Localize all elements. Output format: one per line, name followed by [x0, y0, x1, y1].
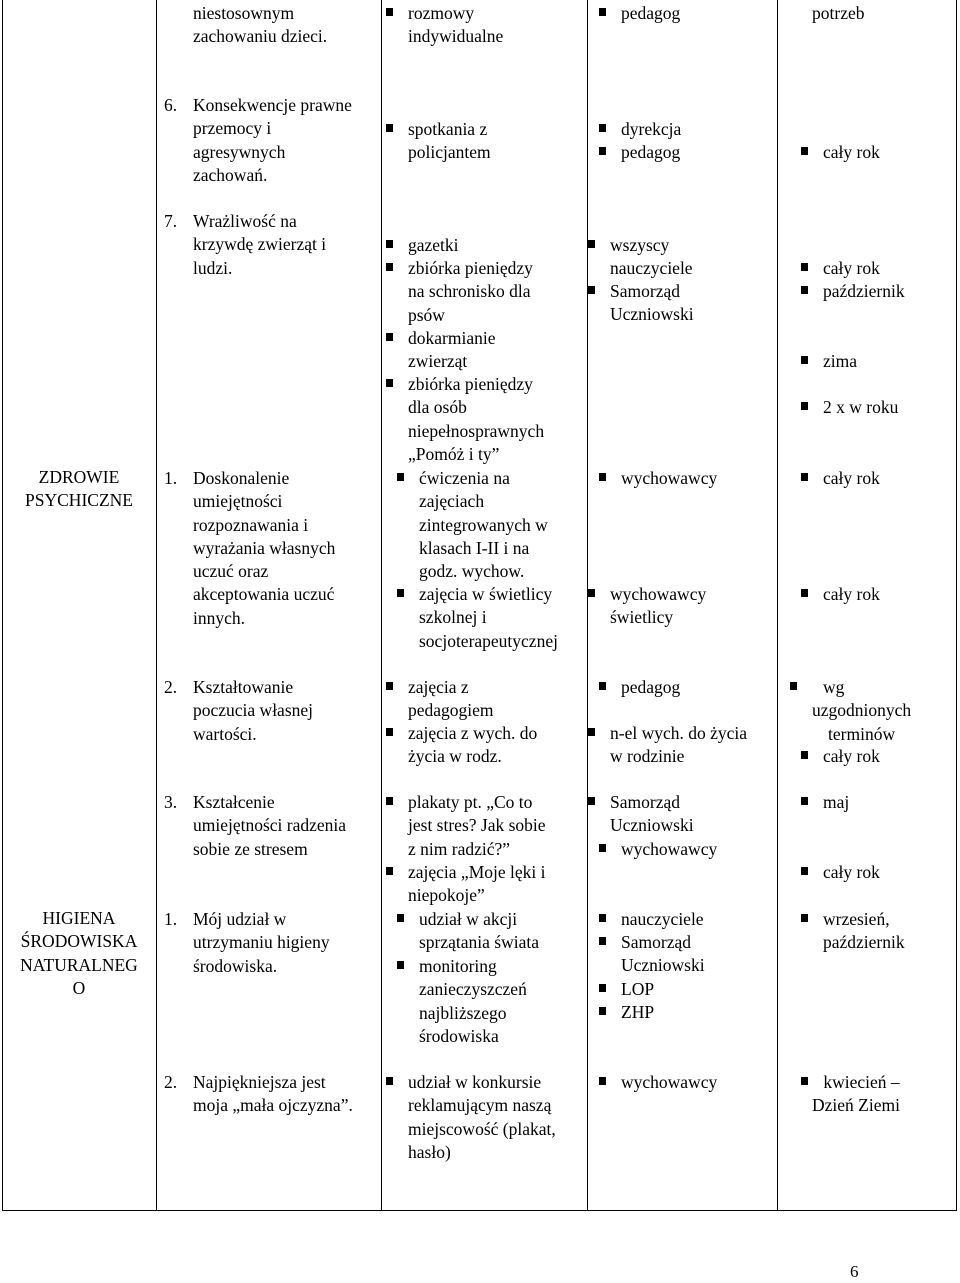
responsible-item: wychowawcy [621, 467, 717, 490]
task-number: 6. [164, 95, 178, 115]
form-item: plakaty pt. „Co to jest stres? Jak sobie z nim radzić?” [408, 791, 546, 861]
area-label-environment-hygiene: HIGIENA ŚRODOWISKA NATURALNEG O [20, 908, 138, 998]
responsible-item: pedagog [621, 676, 680, 699]
deadline-item: cały rok [823, 861, 880, 884]
task-cell: niestosownym zachowaniu dzieci. [193, 3, 328, 47]
column-divider [156, 0, 157, 1211]
form-item: spotkania z policjantem [408, 118, 491, 165]
form-item: rozmowy indywidualne [408, 2, 503, 49]
task-number: 7. [164, 211, 178, 231]
deadline-item: cały rok [823, 257, 880, 280]
responsible-item: pedagog [621, 2, 680, 25]
column-divider [587, 0, 588, 1211]
task-cell: Kształcenie umiejętności radzenia sobie ze stresem [193, 792, 347, 859]
form-item: zbiórka pieniędzy dla osób niepełnosprawnych „Pomóż i ty” [408, 373, 544, 466]
responsible-item: Samorząd Uczniowski [610, 280, 694, 327]
responsible-item: Samorząd Uczniowski [621, 931, 705, 978]
task-cell: Wrażliwość na krzywdę zwierząt i ludzi. [193, 211, 327, 278]
form-item: dokarmianie zwierząt [408, 327, 495, 374]
column-divider [381, 0, 382, 1211]
deadline-item: potrzeb [812, 3, 865, 23]
deadline-item: kwiecień – Dzień Ziemi [823, 1071, 900, 1118]
responsible-item: pedagog [621, 141, 680, 164]
task-number: 2. [164, 677, 178, 697]
form-item: zajęcia „Moje lęki i niepokoje” [408, 861, 546, 908]
deadline-item: cały rok [823, 583, 880, 606]
responsible-item: nauczyciele [621, 908, 704, 931]
table-border-left [2, 0, 3, 1211]
form-item: zajęcia z pedagogiem [408, 676, 494, 723]
deadline-item: październik [823, 280, 905, 303]
task-number: 1. [164, 468, 178, 488]
task-cell: Konsekwencje prawne przemocy i agresywnych zachowań. [193, 95, 352, 185]
table-border-right [956, 0, 957, 1211]
responsible-item: wychowawcy [621, 838, 717, 861]
column-divider [777, 0, 778, 1211]
responsible-item: wychowawcy [621, 1071, 717, 1094]
responsible-item: wychowawcy świetlicy [610, 583, 706, 630]
responsible-item: n-el wych. do życia w rodzinie [610, 722, 747, 769]
responsible-item: wszyscy nauczyciele [610, 234, 693, 281]
task-cell: Najpiękniejsza jest moja „mała ojczyzna”. [193, 1072, 353, 1116]
form-item: zajęcia z wych. do życia w rodz. [408, 722, 537, 769]
deadline-item: cały rok [823, 745, 880, 768]
responsible-item: LOP [621, 978, 654, 1001]
deadline-item: wrzesień, październik [823, 908, 905, 955]
page-number: 6 [850, 1262, 859, 1281]
deadline-item: cały rok [823, 141, 880, 164]
task-number: 3. [164, 792, 178, 812]
form-item: udział w akcji sprzątania świata [419, 908, 539, 955]
responsible-item: ZHP [621, 1001, 654, 1024]
form-item: zbiórka pieniędzy na schronisko dla psów [408, 257, 533, 327]
task-cell: Kształtowanie poczucia własnej wartości. [193, 677, 314, 744]
deadline-item: maj [823, 791, 849, 814]
form-item: zajęcia w świetlicy szkolnej i socjoterapeutycznej [419, 583, 558, 653]
form-item: monitoring zanieczyszczeń najbliższego środowiska [419, 955, 527, 1048]
deadline-item: 2 x w roku [823, 396, 898, 419]
responsible-item: Samorząd Uczniowski [610, 791, 694, 838]
table-border-bottom [2, 1210, 957, 1211]
responsible-item: dyrekcja [621, 118, 681, 141]
deadline-item: wg uzgodnionych terminów [812, 676, 911, 746]
deadline-item: cały rok [823, 467, 880, 490]
form-item: ćwiczenia na zajęciach zintegrowanych w klasach I-II i na godz. wychow. [419, 467, 548, 583]
task-cell: Mój udział w utrzymaniu higieny środowiska. [193, 909, 330, 976]
task-number: 2. [164, 1072, 178, 1092]
form-item: gazetki [408, 234, 459, 257]
area-label-mental-health: ZDROWIE PSYCHICZNE [25, 467, 133, 511]
deadline-item: zima [823, 350, 857, 373]
form-item: udział w konkursie reklamującym naszą miejscowość (plakat, hasło) [408, 1071, 556, 1164]
task-number: 1. [164, 909, 178, 929]
task-cell: Doskonalenie umiejętności rozpoznawania i wyrażania własnych uczuć oraz akceptowania uczuć innych. [193, 468, 336, 628]
